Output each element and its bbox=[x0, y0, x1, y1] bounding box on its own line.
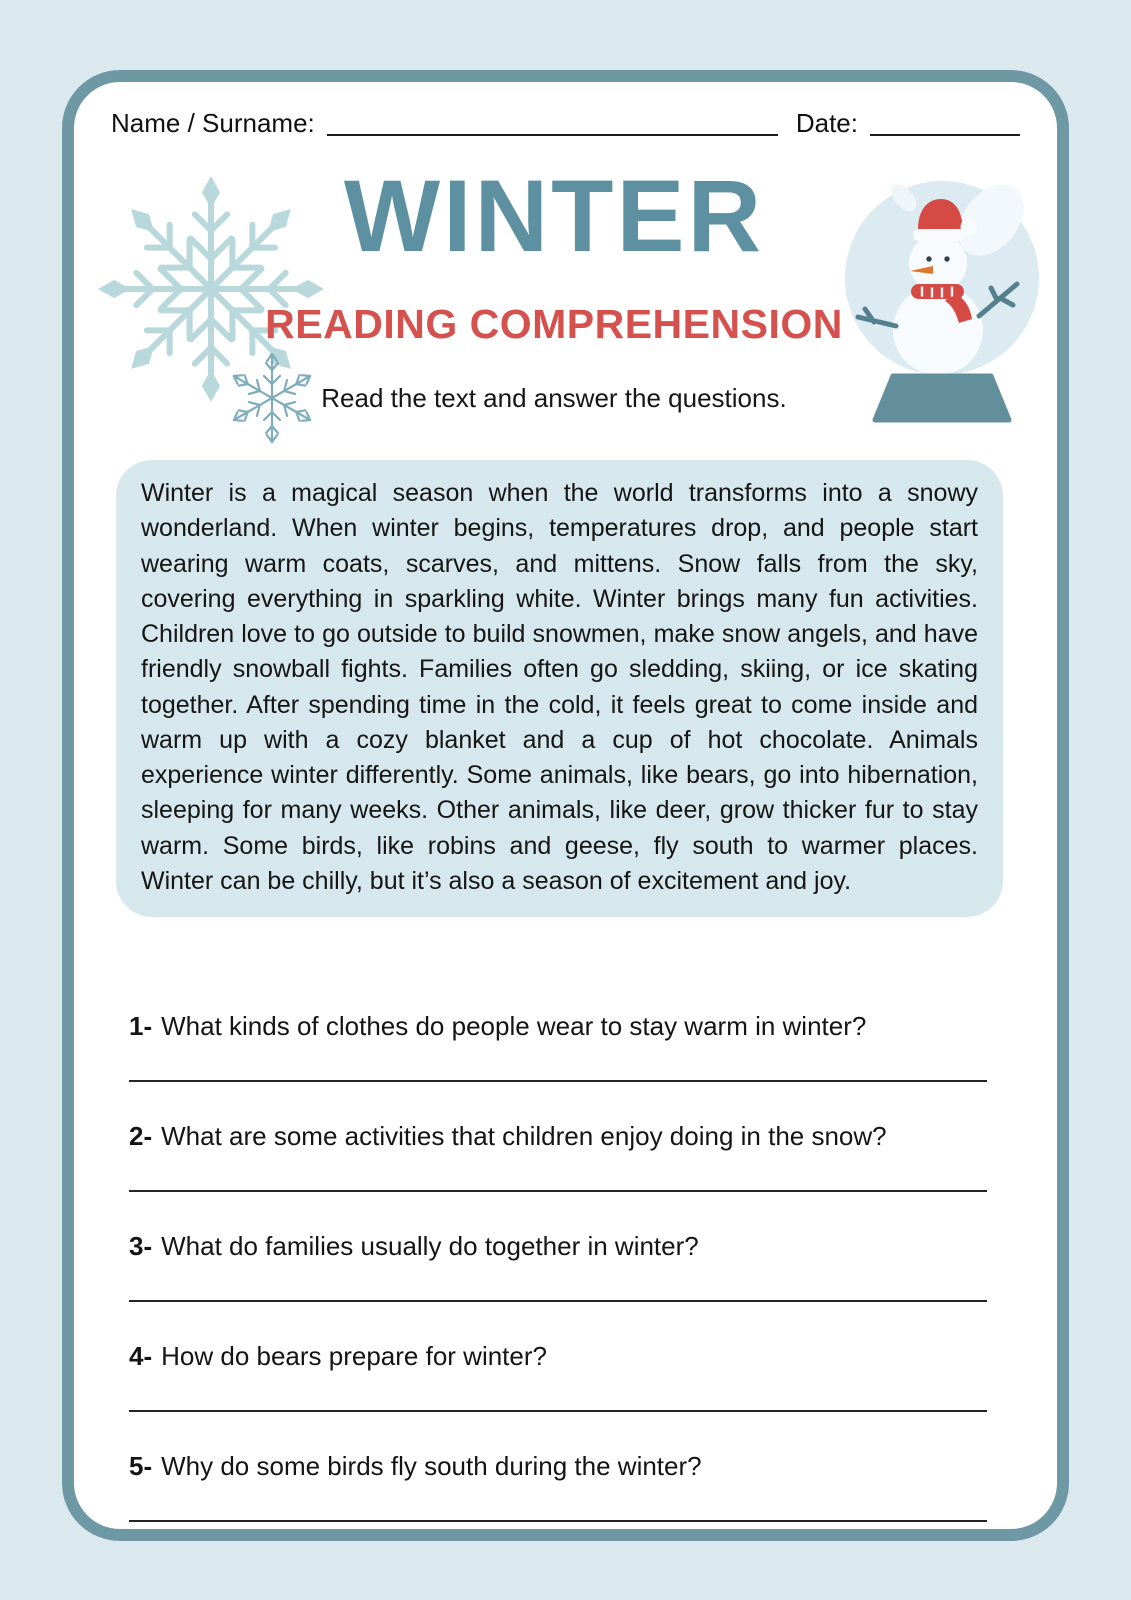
question-text bbox=[129, 1328, 987, 1372]
question-item-5 bbox=[129, 1438, 987, 1522]
question-item-3 bbox=[129, 1218, 987, 1302]
question-number: 3- bbox=[129, 1231, 153, 1261]
question-item-4 bbox=[129, 1328, 987, 1412]
question-number: 5- bbox=[129, 1451, 153, 1481]
answer-line-3[interactable] bbox=[129, 1300, 987, 1302]
snow-globe-icon bbox=[841, 166, 1043, 428]
reading-passage-text: Winter is a magical season when the world transforms into a snowy wonderland. When winter begins, temperatures drop, and people start wearing warm coats, scarves, and mittens. Snow falls from the sky, covering everything in sparkling white. Winter brings many fun activities. Children love to go outside to build snowmen, make snow angels, and have friendly snowball fights. Families often go sledding, skiing, or ice skating together. After spending time in the cold, it feels great to come inside and warm up with a cozy blanket and a cup of hot chocolate. Animals experience winter differently. Some animals, like bears, go into hibernation, sleeping for many weeks. Other animals, like deer, grow thicker fur to stay warm. Some birds, like robins and geese, fly south to warmer places. Winter can be chilly, but it’s also a season of excitement and joy. bbox=[141, 479, 978, 895]
questions-section bbox=[129, 998, 987, 1548]
question-item-2 bbox=[129, 1108, 987, 1192]
answer-line-4[interactable] bbox=[129, 1410, 987, 1412]
header-row bbox=[111, 106, 1020, 139]
answer-line-5[interactable] bbox=[129, 1520, 987, 1522]
question-label: How do bears prepare for winter? bbox=[161, 1341, 547, 1371]
question-text bbox=[129, 1438, 987, 1482]
answer-line-1[interactable] bbox=[129, 1080, 987, 1082]
question-label: Why do some birds fly south during the winter? bbox=[161, 1451, 702, 1481]
question-number: 4- bbox=[129, 1341, 153, 1371]
instruction-text: Read the text and answer the questions. bbox=[321, 383, 787, 413]
question-label: What kinds of clothes do people wear to stay warm in winter? bbox=[161, 1011, 867, 1041]
name-field-line[interactable] bbox=[327, 106, 778, 136]
answer-line-2[interactable] bbox=[129, 1190, 987, 1192]
page-title: WINTER bbox=[343, 159, 765, 273]
question-text bbox=[129, 1108, 987, 1152]
reading-passage-box bbox=[116, 460, 1003, 917]
date-field-line[interactable] bbox=[870, 106, 1020, 136]
question-label: What do families usually do together in winter? bbox=[161, 1231, 699, 1261]
question-label: What are some activities that children enjoy doing in the snow? bbox=[161, 1121, 887, 1151]
question-item-1 bbox=[129, 998, 987, 1082]
worksheet-card bbox=[62, 70, 1069, 1541]
page-subtitle: READING COMPREHENSION bbox=[265, 301, 843, 347]
date-label: Date: bbox=[795, 108, 858, 138]
question-number: 2- bbox=[129, 1121, 153, 1151]
question-number: 1- bbox=[129, 1011, 153, 1041]
question-text bbox=[129, 1218, 987, 1262]
name-surname-label: Name / Surname: bbox=[111, 108, 315, 138]
question-text bbox=[129, 998, 987, 1042]
